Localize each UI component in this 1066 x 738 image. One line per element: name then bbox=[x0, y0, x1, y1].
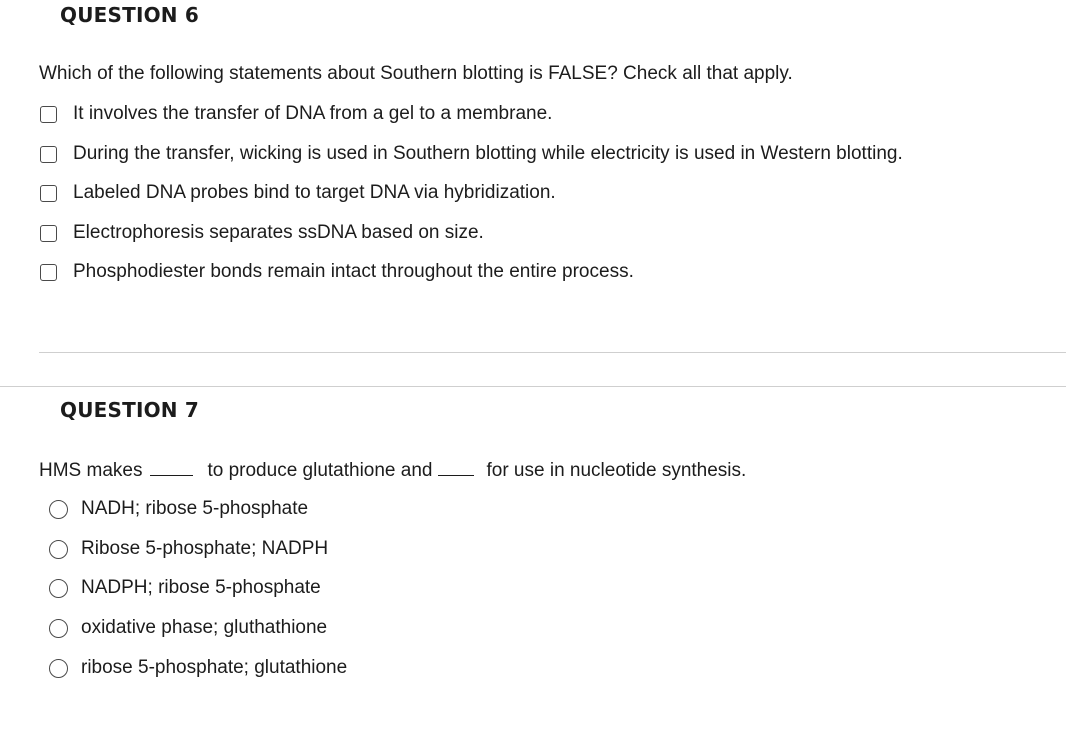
q6-option-label: Phosphodiester bonds remain intact throughout the entire process. bbox=[73, 261, 634, 282]
checkbox[interactable] bbox=[40, 106, 57, 123]
q6-option-label: Electrophoresis separates ssDNA based on size. bbox=[73, 222, 484, 243]
q6-option-2[interactable] bbox=[40, 143, 903, 165]
q7-option-label: oxidative phase; gluthathione bbox=[81, 617, 328, 638]
checkbox[interactable] bbox=[40, 185, 57, 202]
question-7-text bbox=[39, 458, 746, 482]
fill-blank bbox=[150, 458, 193, 476]
checkbox[interactable] bbox=[40, 225, 57, 242]
q7-text-part: HMS makes bbox=[39, 460, 143, 481]
q7-option-2[interactable] bbox=[49, 538, 328, 560]
q7-option-4[interactable] bbox=[49, 617, 327, 639]
q7-option-label: NADH; ribose 5-phosphate bbox=[81, 498, 309, 519]
radio-button[interactable] bbox=[49, 540, 68, 559]
q6-option-label: Labeled DNA probes bind to target DNA via hybridization. bbox=[73, 182, 556, 203]
q6-option-label: It involves the transfer of DNA from a gel to a membrane. bbox=[73, 103, 553, 124]
radio-button[interactable] bbox=[49, 659, 68, 678]
checkbox[interactable] bbox=[40, 264, 57, 281]
checkbox[interactable] bbox=[40, 146, 57, 163]
radio-button[interactable] bbox=[49, 579, 68, 598]
radio-button[interactable] bbox=[49, 500, 68, 519]
q6-option-5[interactable] bbox=[40, 261, 634, 283]
question-6-text: Which of the following statements about Southern blotting is FALSE? Check all that apply. bbox=[39, 63, 793, 84]
question-6-title: QUESTION 6 bbox=[60, 3, 200, 27]
q7-option-5[interactable] bbox=[49, 657, 347, 679]
q7-text-part: for use in nucleotide synthesis. bbox=[486, 460, 747, 481]
q6-option-label: During the transfer, wicking is used in Southern blotting while electricity is used in Western blotting. bbox=[73, 143, 903, 164]
q7-option-label: ribose 5-phosphate; glutathione bbox=[81, 657, 348, 678]
q7-option-label: Ribose 5-phosphate; NADPH bbox=[81, 538, 329, 559]
q6-option-1[interactable] bbox=[40, 103, 552, 125]
q7-text-part: to produce glutathione and bbox=[207, 460, 433, 481]
fill-blank bbox=[438, 458, 474, 476]
q6-option-3[interactable] bbox=[40, 182, 556, 204]
question-7-title: QUESTION 7 bbox=[60, 398, 200, 422]
question-divider bbox=[0, 386, 1066, 387]
section-divider bbox=[39, 352, 1066, 353]
q7-option-label: NADPH; ribose 5-phosphate bbox=[81, 577, 321, 598]
radio-button[interactable] bbox=[49, 619, 68, 638]
q7-option-3[interactable] bbox=[49, 577, 321, 599]
q7-option-1[interactable] bbox=[49, 498, 308, 520]
q6-option-4[interactable] bbox=[40, 222, 484, 244]
